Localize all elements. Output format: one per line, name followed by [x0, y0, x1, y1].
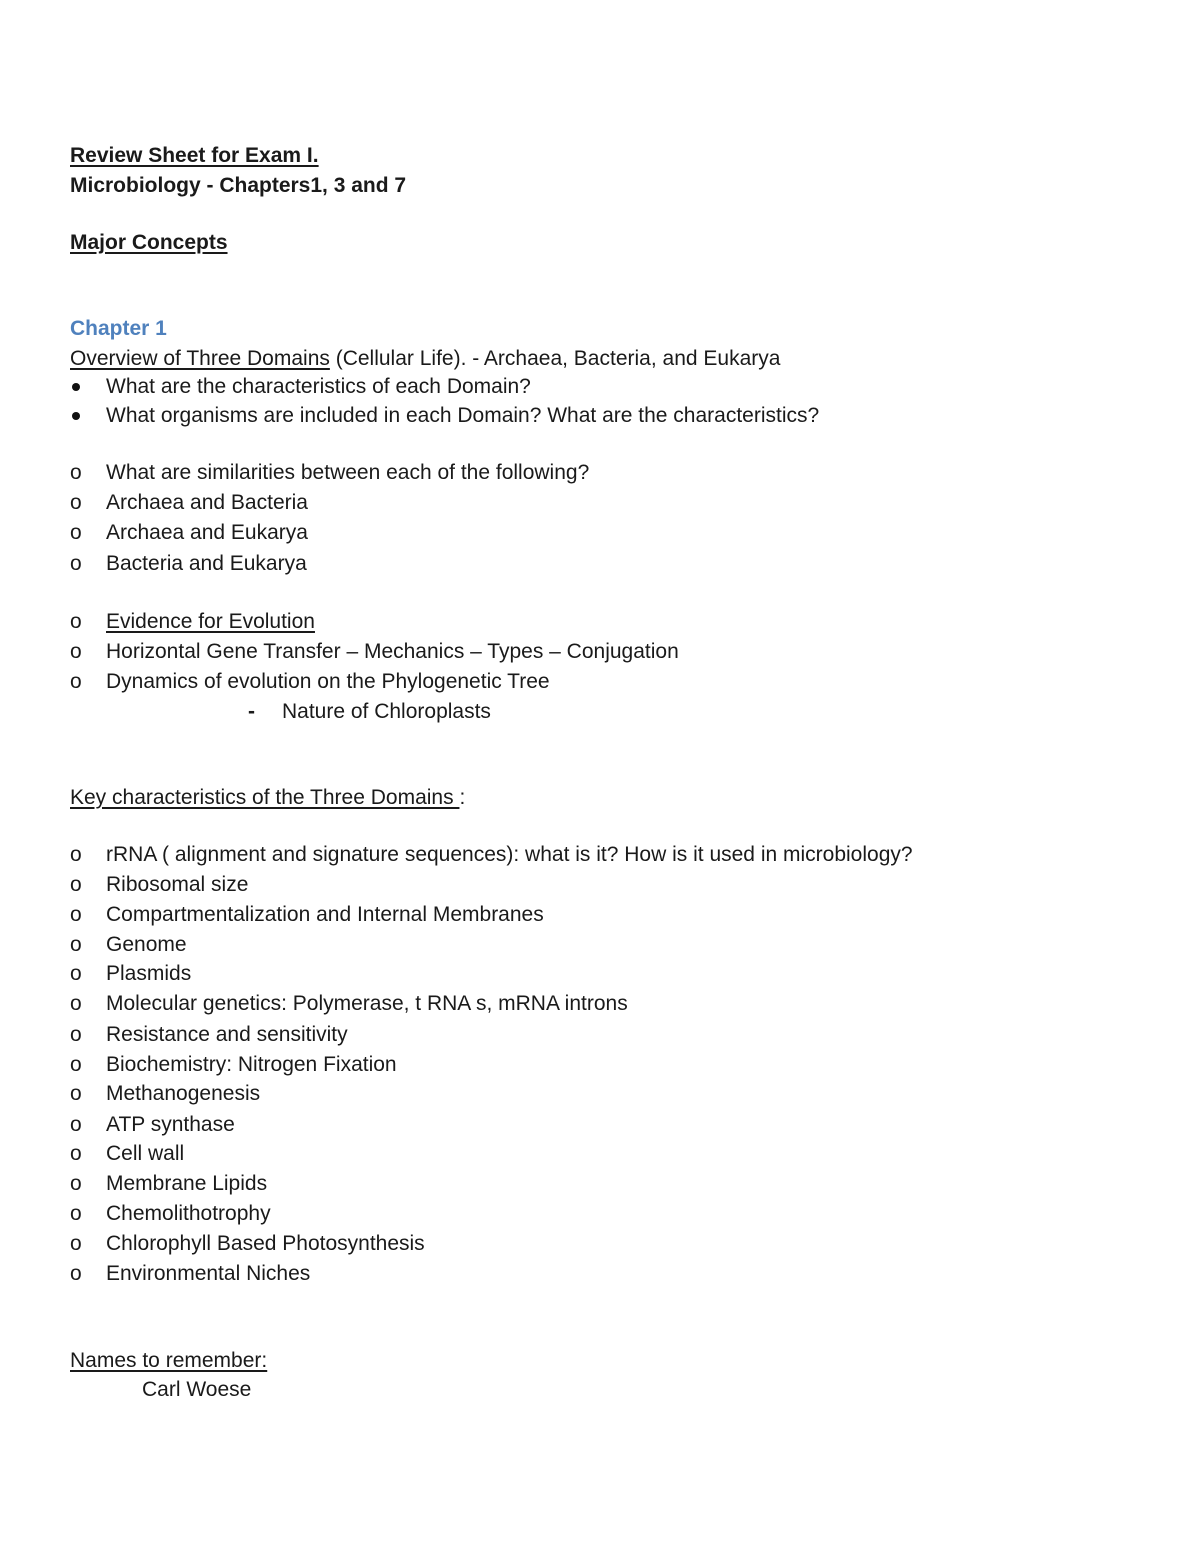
- evolution-item: [70, 638, 679, 666]
- similarity-text: Bacteria and Eukarya: [106, 552, 307, 575]
- key-characteristics-link-text: Key characteristics of the Three Domains: [70, 786, 460, 809]
- document-subtitle: Microbiology - Chapters1, 3 and 7: [70, 174, 407, 197]
- key-characteristic-text: Biochemistry: Nitrogen Fixation: [106, 1053, 397, 1076]
- circle-bullet-icon: o: [70, 1172, 82, 1195]
- name-item: Carl Woese: [142, 1378, 252, 1401]
- key-characteristic-text: Environmental Niches: [106, 1262, 311, 1285]
- circle-bullet-icon: o: [70, 1262, 82, 1285]
- key-characteristic-item: [70, 871, 248, 899]
- names-heading: Names to remember:: [70, 1349, 268, 1372]
- key-characteristic-text: Chemolithotrophy: [106, 1202, 271, 1225]
- key-characteristic-item: [70, 931, 187, 959]
- key-characteristic-item: [70, 1260, 310, 1288]
- circle-bullet-icon: o: [70, 640, 82, 663]
- key-characteristic-item: [70, 1200, 271, 1228]
- bullet-text: What organisms are included in each Domain? What are the characteristics?: [106, 404, 820, 427]
- circle-bullet-icon: o: [70, 610, 82, 633]
- circle-bullet-icon: o: [70, 1113, 82, 1136]
- similarity-text: Archaea and Bacteria: [106, 491, 308, 514]
- key-characteristic-text: Plasmids: [106, 962, 192, 985]
- key-characteristic-text: Compartmentalization and Internal Membranes: [106, 903, 544, 926]
- circle-bullet-icon: o: [70, 461, 82, 484]
- key-characteristics-colon: :: [459, 786, 466, 809]
- key-characteristic-item: [70, 960, 191, 988]
- key-characteristic-item: [70, 901, 544, 929]
- dash-bullet-icon: -: [248, 700, 255, 723]
- evolution-item: [70, 668, 550, 696]
- key-characteristic-item: [70, 1140, 184, 1168]
- key-characteristic-item: [70, 1230, 425, 1258]
- key-characteristic-item: [70, 1051, 397, 1079]
- key-characteristic-text: Molecular genetics: Polymerase, t RNA s, mRNA introns: [106, 992, 628, 1015]
- key-characteristic-item: [70, 841, 913, 869]
- bullet-item: [70, 402, 819, 430]
- major-concepts-heading: Major Concepts: [70, 231, 228, 254]
- evolution-text: Dynamics of evolution on the Phylogenetic Tree: [106, 670, 550, 693]
- key-characteristic-text: Resistance and sensitivity: [106, 1023, 348, 1046]
- circle-bullet-icon: o: [70, 962, 82, 985]
- key-characteristic-text: Methanogenesis: [106, 1082, 261, 1105]
- document-title: Review Sheet for Exam I.: [70, 144, 319, 167]
- circle-bullet-icon: o: [70, 1142, 82, 1165]
- similarity-item: [70, 459, 589, 487]
- key-characteristic-text: rRNA ( alignment and signature sequences): what is it? How is it used in microbiology?: [106, 843, 913, 866]
- key-characteristic-text: Ribosomal size: [106, 873, 249, 896]
- key-characteristic-text: Cell wall: [106, 1142, 185, 1165]
- key-characteristic-item: [70, 1021, 348, 1049]
- key-characteristic-text: Membrane Lipids: [106, 1172, 268, 1195]
- circle-bullet-icon: o: [70, 1082, 82, 1105]
- similarity-text: Archaea and Eukarya: [106, 521, 308, 544]
- sub-item: [248, 698, 491, 726]
- circle-bullet-icon: o: [70, 1023, 82, 1046]
- circle-bullet-icon: o: [70, 933, 82, 956]
- circle-bullet-icon: o: [70, 1202, 82, 1225]
- chapter-1-heading: Chapter 1: [70, 317, 167, 340]
- similarity-item: [70, 519, 308, 547]
- key-characteristic-text: Chlorophyll Based Photosynthesis: [106, 1232, 425, 1255]
- circle-bullet-icon: o: [70, 670, 82, 693]
- circle-bullet-icon: o: [70, 992, 82, 1015]
- similarity-item: [70, 489, 308, 517]
- circle-bullet-icon: o: [70, 873, 82, 896]
- evolution-text: Evidence for Evolution: [106, 610, 315, 633]
- key-characteristic-item: [70, 1111, 235, 1139]
- bullet-text: What are the characteristics of each Domain?: [106, 375, 531, 398]
- key-characteristic-text: ATP synthase: [106, 1113, 235, 1136]
- key-characteristic-item: [70, 1080, 260, 1108]
- key-characteristic-text: Genome: [106, 933, 187, 956]
- overview-rest-text: (Cellular Life). - Archaea, Bacteria, and Eukarya: [329, 347, 781, 370]
- overview-link-text: Overview of Three Domains: [70, 347, 330, 370]
- similarity-text: What are similarities between each of the following?: [106, 461, 590, 484]
- circle-bullet-icon: o: [70, 491, 82, 514]
- key-characteristics-heading: [70, 784, 465, 812]
- evolution-item: [70, 608, 315, 636]
- circle-bullet-icon: o: [70, 843, 82, 866]
- key-characteristic-item: [70, 1170, 267, 1198]
- evolution-text: Horizontal Gene Transfer – Mechanics – Types – Conjugation: [106, 640, 679, 663]
- circle-bullet-icon: o: [70, 552, 82, 575]
- similarity-item: [70, 550, 307, 578]
- circle-bullet-icon: o: [70, 1053, 82, 1076]
- circle-bullet-icon: o: [70, 903, 82, 926]
- key-characteristic-item: [70, 990, 628, 1018]
- overview-line: [70, 345, 780, 373]
- circle-bullet-icon: o: [70, 521, 82, 544]
- bullet-item: [70, 373, 531, 401]
- circle-bullet-icon: o: [70, 1232, 82, 1255]
- sub-item-text: Nature of Chloroplasts: [282, 700, 491, 723]
